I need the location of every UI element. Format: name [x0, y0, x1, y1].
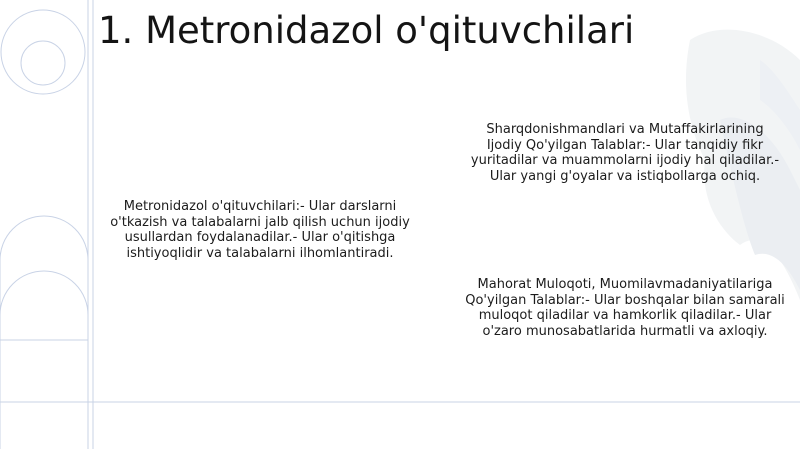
left-text-block: Metronidazol o'qituvchilari:- Ular darslarni o'tkazish va talabalarni jalb qilish uchun ijodiy usullardan foydalanadilar.- Ular o'qitishga ishtiyoqlidir va talabalarni ilhomlantiradi.	[110, 199, 410, 261]
arch-upper	[0, 216, 88, 260]
circle-inner	[21, 41, 65, 85]
right-bottom-text-block: Mahorat Muloqoti, Muomilavmadaniyatilariga Qo'yilgan Talablar:- Ular boshqalar bilan samarali muloqot qiladilar va hamkorlik qiladilar.- Ular o'zaro munosabatlarida hurmatli va axloqiy.	[465, 277, 785, 339]
arch-lower	[0, 271, 88, 315]
slide-title: 1. Metronidazol o'qituvchilari	[98, 9, 635, 52]
right-top-text-block: Sharqdonishmandlari va Mutaffakirlarining Ijodiy Qo'yilgan Talablar:- Ular tanqidiy fikr yuritadilar va muammolarni ijodiy hal qiladilar.- Ular yangi g'oyalar va istiqbollarga ochiq.	[470, 122, 780, 184]
circle-outer	[1, 10, 85, 94]
